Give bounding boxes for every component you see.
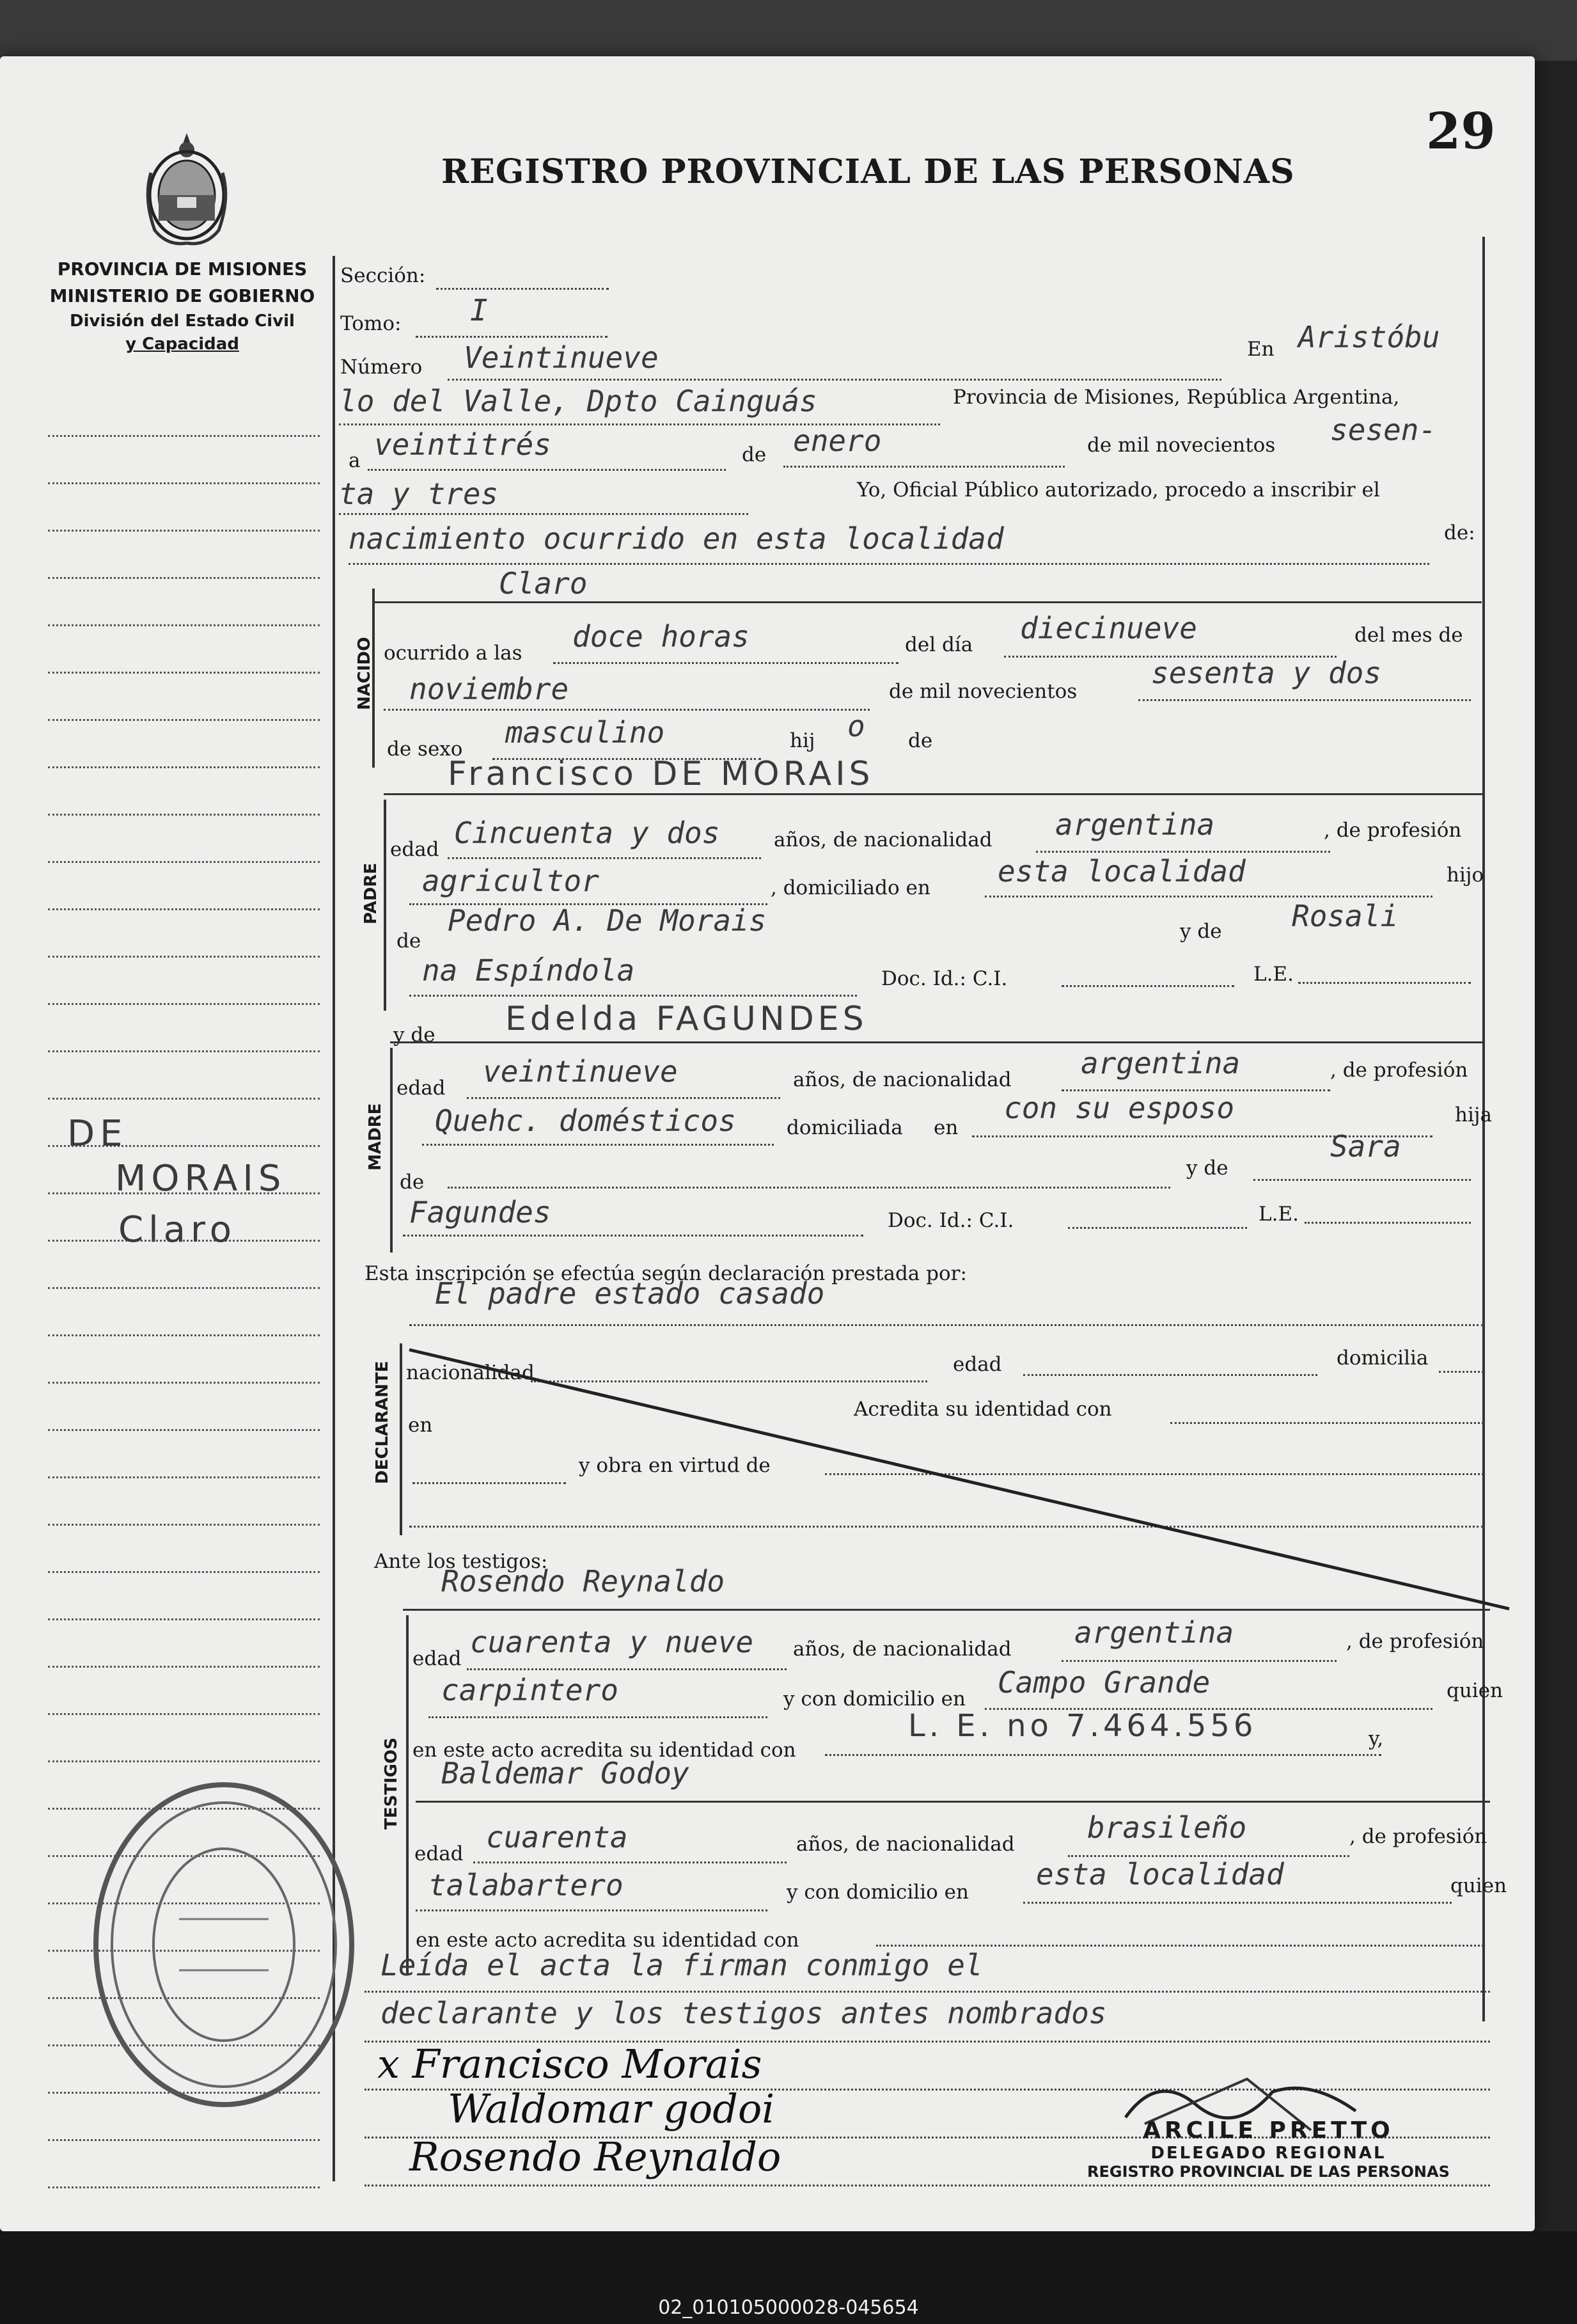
page-number: 29 bbox=[1426, 102, 1496, 161]
t2-quien-label: quien bbox=[1450, 1874, 1507, 1897]
birth-month-field bbox=[384, 709, 870, 711]
birth-day-value: diecinueve bbox=[1020, 611, 1197, 645]
t2-dom-label: y con domicilio en bbox=[787, 1881, 969, 1904]
t2-edad-label: edad bbox=[414, 1842, 464, 1865]
mother-ci-field bbox=[1068, 1227, 1247, 1229]
mother-father-of-field-2 bbox=[403, 1235, 863, 1237]
nacido-name-rule bbox=[372, 601, 1482, 603]
declarante-bracket bbox=[400, 1343, 402, 1535]
numero-field bbox=[448, 379, 1221, 381]
closing-field-1 bbox=[365, 1991, 1490, 1993]
margin-rule bbox=[48, 1050, 320, 1052]
margin-rule bbox=[48, 1429, 320, 1431]
t1-name-value: Rosendo Reynaldo bbox=[441, 1564, 725, 1599]
birth-year-prefix: de mil novecientos bbox=[889, 680, 1078, 703]
t2-nac-label: años, de nacionalidad bbox=[796, 1833, 1015, 1856]
place-value: Aristóbu bbox=[1298, 320, 1440, 354]
agency-capacity: y Capacidad bbox=[125, 335, 239, 354]
scan-top-band bbox=[0, 0, 1577, 61]
margin-rule bbox=[48, 624, 320, 626]
t2-name-rule bbox=[416, 1801, 1490, 1803]
t1-nac-value: argentina bbox=[1074, 1615, 1234, 1650]
tomo-value: I bbox=[470, 293, 488, 328]
margin-rule bbox=[48, 1287, 320, 1289]
father-edad-field bbox=[448, 857, 761, 859]
mother-edad-label: edad bbox=[396, 1077, 446, 1100]
t2-edad-value: cuarenta bbox=[486, 1820, 628, 1854]
t1-nac-label: años, de nacionalidad bbox=[793, 1638, 1012, 1661]
margin-rule bbox=[48, 672, 320, 674]
father-y-de-label: y de bbox=[1180, 920, 1222, 943]
t2-prof-label: , de profesión bbox=[1349, 1825, 1487, 1848]
birth-year-value: sesenta y dos bbox=[1151, 656, 1382, 690]
margin-note-line: Claro bbox=[118, 1209, 237, 1251]
margin-rule bbox=[48, 814, 320, 816]
sexo-label: de sexo bbox=[387, 738, 463, 761]
margin-rule bbox=[48, 1098, 320, 1100]
agency-division: División del Estado Civil bbox=[70, 312, 295, 331]
father-domicilio-value: esta localidad bbox=[998, 854, 1246, 889]
year-value: sesen- bbox=[1330, 413, 1437, 447]
birth-year-field bbox=[1138, 699, 1471, 701]
closing-line-2: declarante y los testigos antes nombrados bbox=[381, 1996, 1107, 2030]
month-value: enero bbox=[793, 423, 882, 458]
t2-nac-value: brasileño bbox=[1087, 1810, 1247, 1845]
declarante-domicilia-label: domicilia bbox=[1337, 1347, 1429, 1370]
margin-rule bbox=[48, 1382, 320, 1384]
margin-note-line: DE bbox=[67, 1113, 128, 1155]
t1-acredita-label: en este acto acredita su identidad con bbox=[412, 1739, 796, 1762]
mother-profesion-field bbox=[422, 1144, 774, 1146]
father-mother-of-field bbox=[409, 995, 857, 997]
nacido-name-value: Claro bbox=[499, 566, 588, 601]
father-name-value: Francisco DE MORAIS bbox=[448, 755, 874, 793]
padre-section-label: PADRE bbox=[361, 862, 381, 924]
t2-acredita-label: en este acto acredita su identidad con bbox=[416, 1929, 799, 1952]
declaracion-intro: Esta inscripción se efectúa según declaración prestada por: bbox=[365, 1262, 967, 1285]
delegate-role: DELEGADO REGIONAL bbox=[1150, 2144, 1386, 2163]
father-doc-label: Doc. Id.: C.I. bbox=[881, 967, 1008, 990]
t2-dom-value: esta localidad bbox=[1036, 1857, 1284, 1892]
mother-y-de-label: y de bbox=[393, 1024, 435, 1047]
signature-francisco: x Francisco Morais bbox=[377, 2041, 762, 2087]
margin-rule bbox=[48, 1666, 320, 1668]
t1-name-rule bbox=[403, 1609, 1490, 1611]
de-label: de bbox=[742, 443, 767, 466]
month-field bbox=[783, 466, 1065, 468]
declaracion-value: El padre estado casado bbox=[435, 1276, 825, 1311]
father-nacionalidad-field bbox=[1036, 851, 1330, 853]
mother-father-of-value: Fagundes bbox=[409, 1195, 551, 1229]
de-label-nacido: de bbox=[908, 729, 933, 752]
issuing-agency bbox=[32, 256, 333, 356]
margin-rule bbox=[48, 530, 320, 532]
hij-label: hij bbox=[790, 729, 815, 752]
agency-province: PROVINCIA DE MISIONES bbox=[57, 258, 308, 280]
mother-en-label: en bbox=[934, 1116, 959, 1139]
mother-doc-label: Doc. Id.: C.I. bbox=[888, 1209, 1014, 1232]
declarante-nacionalidad-label: nacionalidad bbox=[406, 1361, 535, 1384]
margin-rule bbox=[48, 1760, 320, 1762]
declarante-en-label: en bbox=[408, 1414, 433, 1437]
t2-edad-field bbox=[473, 1862, 787, 1863]
mother-profesion-label: , de profesión bbox=[1330, 1059, 1468, 1082]
declarante-obra-label: y obra en virtud de bbox=[579, 1454, 771, 1477]
act-field bbox=[349, 563, 1429, 565]
t1-y-label: y, bbox=[1369, 1727, 1384, 1750]
official-text: Yo, Oficial Público autorizado, procedo a inscribir el bbox=[857, 478, 1380, 502]
mother-le-field bbox=[1305, 1222, 1471, 1224]
testigos-section-label: TESTIGOS bbox=[382, 1737, 401, 1830]
mother-domicilio-value: con su esposo bbox=[1004, 1091, 1235, 1125]
delegate-block bbox=[1087, 2117, 1450, 2181]
hour-field bbox=[553, 662, 898, 664]
t2-acredita-field bbox=[876, 1945, 1484, 1947]
year-field bbox=[339, 513, 748, 515]
mother-hija-label: hija bbox=[1455, 1103, 1492, 1126]
father-nacionalidad-value: argentina bbox=[1055, 807, 1215, 842]
del-dia-label: del día bbox=[905, 633, 973, 656]
mother-edad-value: veintinueve bbox=[483, 1054, 678, 1089]
margin-rule bbox=[48, 1571, 320, 1573]
margin-rule bbox=[48, 482, 320, 484]
margin-rule bbox=[48, 956, 320, 958]
t1-quien-label: quien bbox=[1447, 1679, 1503, 1702]
signature-field-3 bbox=[365, 2185, 1490, 2186]
t1-edad-field bbox=[467, 1668, 787, 1670]
testigos-intro: Ante los testigos: bbox=[374, 1550, 548, 1573]
t1-id-value: L. E. no 7.464.556 bbox=[908, 1708, 1257, 1744]
t1-edad-label: edad bbox=[412, 1647, 462, 1670]
father-domicilio-label: , domiciliado en bbox=[771, 876, 930, 899]
t2-name-value: Baldemar Godoy bbox=[441, 1756, 689, 1790]
ocurrido-label: ocurrido a las bbox=[384, 642, 522, 665]
mother-mother-of-field bbox=[1253, 1179, 1471, 1181]
mother-name-rule bbox=[390, 1041, 1484, 1043]
father-mother-of-value: Rosali bbox=[1292, 899, 1399, 933]
t1-edad-value: cuarenta y nueve bbox=[470, 1625, 754, 1659]
place-value-cont: lo del Valle, Dpto Cainguás bbox=[339, 384, 817, 418]
margin-rule bbox=[48, 2186, 320, 2188]
margin-note-line: MORAIS bbox=[115, 1158, 286, 1199]
t1-nac-field bbox=[1062, 1660, 1337, 1662]
margin-rule bbox=[48, 1476, 320, 1478]
declarante-section-label: DECLARANTE bbox=[373, 1361, 392, 1484]
margin-rule bbox=[48, 766, 320, 768]
delegate-name: ARCILE PRETTO bbox=[1143, 2117, 1394, 2144]
tomo-label: Tomo: bbox=[340, 312, 402, 335]
birth-month-value: noviembre bbox=[409, 672, 569, 706]
father-profesion-label: , de profesión bbox=[1324, 819, 1462, 842]
mother-nacionalidad-label: años, de nacionalidad bbox=[793, 1068, 1012, 1091]
scan-filename: 02_010105000028-045654 bbox=[658, 2296, 919, 2319]
margin-rule bbox=[48, 1618, 320, 1620]
declaracion-field bbox=[409, 1324, 1484, 1326]
numero-label: Número bbox=[340, 356, 423, 379]
seccion-label: Sección: bbox=[340, 264, 426, 287]
mother-y-de2-label: y de bbox=[1186, 1157, 1228, 1180]
signature-rosendo: Rosendo Reynaldo bbox=[409, 2133, 781, 2180]
margin-rule bbox=[48, 577, 320, 579]
father-domicilio-field bbox=[985, 896, 1432, 897]
margin-rule bbox=[48, 435, 320, 437]
father-mother-of-value-cont: na Espíndola bbox=[422, 953, 635, 988]
t1-prof-value: carpintero bbox=[441, 1673, 618, 1707]
document-title: REGISTRO PROVINCIAL DE LAS PERSONAS bbox=[441, 152, 1295, 191]
mother-mother-of-value: Sara bbox=[1330, 1129, 1401, 1164]
t2-dom-field bbox=[1023, 1902, 1452, 1904]
a-label: a bbox=[349, 449, 361, 472]
padre-bracket bbox=[384, 800, 386, 1011]
margin-rule bbox=[48, 1713, 320, 1715]
father-edad-value: Cincuenta y dos bbox=[454, 816, 720, 850]
t1-dom-value: Campo Grande bbox=[998, 1665, 1211, 1700]
national-seal-icon bbox=[142, 128, 231, 249]
t1-dom-label: y con domicilio en bbox=[783, 1688, 966, 1711]
de-colon: de: bbox=[1444, 521, 1475, 544]
mother-profesion-value: Quehc. domésticos bbox=[435, 1103, 736, 1138]
mother-name-value: Edelda FAGUNDES bbox=[505, 1000, 868, 1038]
mother-le-label: L.E. bbox=[1259, 1203, 1299, 1226]
hij-value: o bbox=[847, 709, 865, 743]
margin-rule bbox=[48, 1003, 320, 1005]
father-name-rule bbox=[384, 793, 1484, 795]
year-prefix: de mil novecientos bbox=[1087, 434, 1276, 457]
numero-value: Veintinueve bbox=[464, 340, 659, 375]
en-label: En bbox=[1247, 338, 1275, 361]
margin-rule bbox=[48, 2139, 320, 2141]
t2-prof-field bbox=[416, 1909, 767, 1911]
father-nacionalidad-label: años, de nacionalidad bbox=[774, 828, 992, 851]
nacido-section-label: NACIDO bbox=[355, 636, 374, 710]
margin-rule bbox=[48, 908, 320, 910]
province-text: Provincia de Misiones, República Argentina, bbox=[953, 386, 1400, 409]
madre-section-label: MADRE bbox=[366, 1103, 385, 1171]
t1-prof-field bbox=[428, 1716, 767, 1718]
father-de-label: de bbox=[396, 929, 421, 953]
year-value-cont: ta y tres bbox=[339, 477, 499, 511]
mother-edad-field bbox=[467, 1097, 780, 1099]
del-mes-label: del mes de bbox=[1354, 624, 1463, 647]
day-field bbox=[368, 469, 726, 471]
act-value: nacimiento ocurrido en esta localidad bbox=[349, 521, 1004, 556]
margin-rule bbox=[48, 1334, 320, 1336]
father-of-value: Pedro A. De Morais bbox=[448, 903, 767, 938]
mother-de-label: de bbox=[400, 1171, 425, 1194]
father-le-field bbox=[1298, 982, 1471, 984]
father-profesion-value: agricultor bbox=[422, 864, 599, 898]
t2-prof-value: talabartero bbox=[428, 1868, 624, 1902]
declarante-edad-label: edad bbox=[953, 1353, 1002, 1376]
tomo-field bbox=[416, 336, 608, 338]
agency-ministry: MINISTERIO DE GOBIERNO bbox=[49, 285, 315, 306]
t1-id-field bbox=[825, 1754, 1381, 1756]
registry-stamp-icon bbox=[90, 1778, 358, 2111]
day-value: veintitrés bbox=[374, 427, 551, 462]
signature-waldomar: Waldomar godoi bbox=[448, 2085, 775, 2132]
seccion-field bbox=[436, 288, 609, 290]
mother-father-of-field bbox=[448, 1187, 1170, 1189]
mother-domicilio-label: domiciliada bbox=[787, 1116, 903, 1139]
hour-value: doce horas bbox=[572, 619, 749, 654]
father-ci-field bbox=[1062, 985, 1234, 987]
declarante-acredita-label: Acredita su identidad con bbox=[854, 1398, 1112, 1421]
mother-nacionalidad-value: argentina bbox=[1081, 1046, 1241, 1080]
madre-bracket bbox=[390, 1048, 393, 1253]
margin-rule bbox=[48, 719, 320, 721]
closing-line-1: Leída el acta la firman conmigo el bbox=[381, 1948, 983, 1982]
margin-rule bbox=[48, 861, 320, 863]
margin-rule bbox=[48, 1524, 320, 1526]
sexo-value: masculino bbox=[505, 715, 665, 750]
delegate-registry: REGISTRO PROVINCIAL DE LAS PERSONAS bbox=[1087, 2163, 1450, 2181]
form-right-border bbox=[1482, 237, 1485, 2021]
t1-prof-label: , de profesión bbox=[1346, 1630, 1484, 1653]
father-hijo-label: hijo bbox=[1447, 864, 1484, 887]
father-le-label: L.E. bbox=[1253, 963, 1294, 986]
father-edad-label: edad bbox=[390, 838, 439, 861]
testigos-bracket bbox=[406, 1615, 409, 1973]
